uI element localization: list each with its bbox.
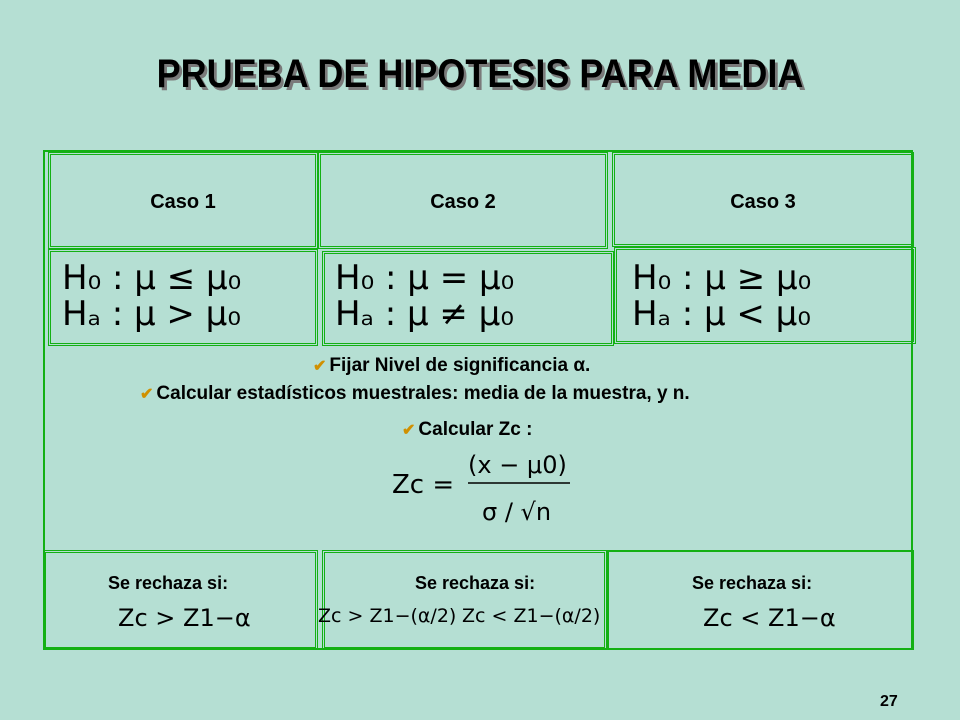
case3-null-hypothesis: H₀ : μ ≥ μ₀ <box>632 258 812 298</box>
case2-alt-hypothesis: Hₐ : μ ≠ μ₀ <box>335 294 514 334</box>
case1-alt-hypothesis: Hₐ : μ > μ₀ <box>62 294 241 334</box>
case1-null-hypothesis: H₀ : μ ≤ μ₀ <box>62 258 242 298</box>
case2-reject-cell <box>322 550 607 650</box>
case3-header: Caso 3 <box>730 191 796 213</box>
case2-header: Caso 2 <box>430 191 496 213</box>
case3-reject-rule: Zc < Z1−α <box>703 604 836 632</box>
step-sample-stats-text: Calcular estadísticos muestrales: media de la muestra, y n. <box>156 383 690 404</box>
checkmark-icon: ✔ <box>140 386 154 403</box>
case3-reject-label: Se rechaza si: <box>692 573 813 593</box>
case1-reject-label: Se rechaza si: <box>108 573 229 593</box>
checkmark-icon: ✔ <box>313 358 327 375</box>
step-significance-text: Fijar Nivel de significancia α. <box>329 355 591 376</box>
case1-reject-rule: Zc > Z1−α <box>118 604 251 632</box>
case2-reject-rule-left: Zc > Z1−(α/2) <box>318 605 457 627</box>
case3-reject-cell <box>607 550 914 650</box>
formula-denominator: σ / √n <box>482 498 552 526</box>
case1-header: Caso 1 <box>150 191 216 213</box>
z-statistic-formula <box>390 445 590 550</box>
case3-alt-hypothesis: Hₐ : μ < μ₀ <box>632 294 811 334</box>
step-compute-z <box>402 419 532 441</box>
case2-reject-rule-right: Zc < Z1−(α/2) <box>462 605 601 627</box>
checkmark-icon: ✔ <box>402 422 416 439</box>
step-sample-stats <box>140 383 690 405</box>
formula-numerator: (x − μ0) <box>468 451 567 479</box>
step-significance <box>313 355 590 377</box>
slide-title: PRUEBA DE HIPOTESIS PARA MEDIA <box>156 52 804 96</box>
step-compute-z-text: Calcular Zc : <box>418 419 533 440</box>
case2-null-hypothesis: H₀ : μ = μ₀ <box>335 258 515 298</box>
formula-lhs: Zc = <box>392 470 455 500</box>
page-number: 27 <box>880 693 898 710</box>
case1-reject-cell <box>43 550 318 650</box>
case2-reject-label: Se rechaza si: <box>415 573 536 593</box>
